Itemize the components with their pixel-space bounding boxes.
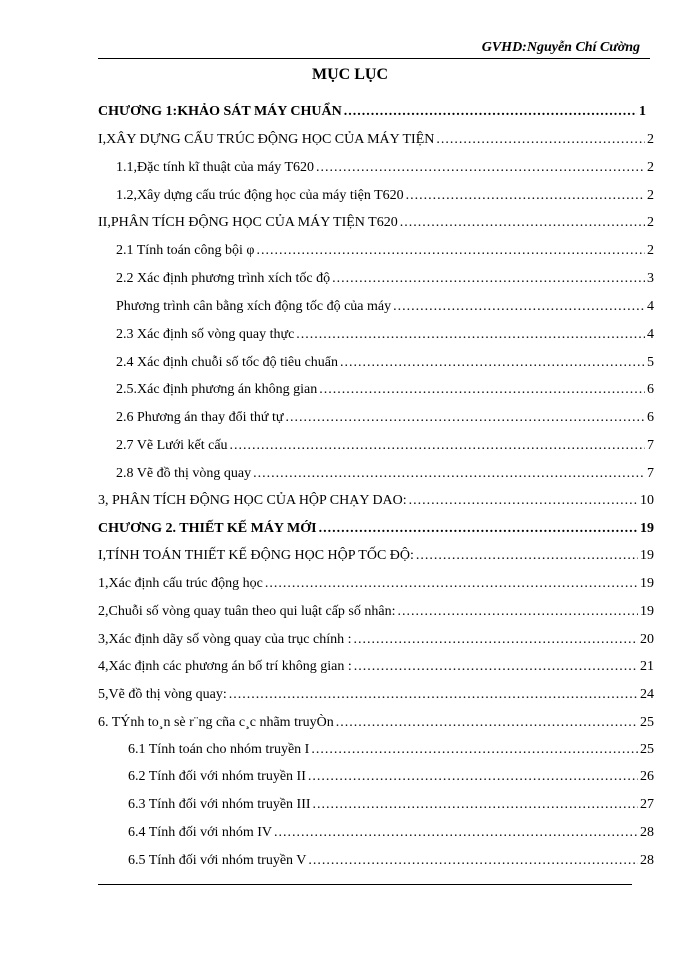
toc-entry-page: 1 <box>639 104 646 119</box>
toc-dot-leader <box>406 187 645 205</box>
toc-entry-page: 2 <box>647 132 654 147</box>
toc-dot-leader <box>265 575 638 593</box>
toc-dot-leader <box>256 242 645 260</box>
toc-entry-page: 2 <box>647 215 654 230</box>
toc-entry-page: 4 <box>647 299 654 314</box>
toc-entry-title: I,TÍNH TOÁN THIẾT KẾ ĐỘNG HỌC HỘP TỐC ĐỘ: <box>98 548 414 563</box>
toc-entry <box>116 437 654 455</box>
toc-entry-title: 3, PHÂN TÍCH ĐỘNG HỌC CỦA HỘP CHẠY DAO: <box>98 493 407 508</box>
toc-entry <box>98 492 654 510</box>
toc-entry <box>128 768 654 786</box>
toc-entry <box>116 298 654 316</box>
toc-entry-page: 5 <box>647 355 654 370</box>
toc-entry <box>98 603 654 621</box>
toc-entry-page: 7 <box>647 438 654 453</box>
toc-entry-page: 28 <box>640 853 654 868</box>
toc-entry-title: 6.2 Tính đối với nhóm truyền II <box>128 769 306 784</box>
toc-entry <box>98 686 654 704</box>
toc-entry-title: 6. TÝnh to¸n sè r¨ng cña c¸c nhãm truyÒn <box>98 715 334 730</box>
toc-entry-page: 3 <box>647 271 654 286</box>
toc-entry-page: 2 <box>647 160 654 175</box>
toc-entry <box>116 409 654 427</box>
toc-entry-title: 2.8 Vẽ đồ thị vòng quay <box>116 466 252 481</box>
toc-entry-page: 19 <box>640 548 654 563</box>
toc-entry-page: 27 <box>640 797 654 812</box>
toc-entry <box>98 214 654 232</box>
toc-entry-page: 28 <box>640 825 654 840</box>
toc-dot-leader <box>229 686 638 704</box>
toc-title: MỤC LỤC <box>312 66 388 83</box>
toc-entry-page: 19 <box>640 576 654 591</box>
toc-entry-page: 24 <box>640 687 654 702</box>
toc-dot-leader <box>340 354 645 372</box>
toc-dot-leader <box>319 520 638 538</box>
toc-entry <box>98 714 654 732</box>
toc-entry-page: 10 <box>640 493 654 508</box>
toc-entry-page: 20 <box>640 632 654 647</box>
toc-entry <box>98 520 654 538</box>
toc-entry-title: 6.1 Tính toán cho nhóm truyền I <box>128 742 310 757</box>
toc-entry-title: 2.2 Xác định phương trình xích tốc độ <box>116 271 331 286</box>
toc-entry-page: 2 <box>647 243 654 258</box>
toc-entry <box>98 131 654 149</box>
toc-dot-leader <box>336 714 638 732</box>
toc-dot-leader <box>393 298 645 316</box>
toc-entry-title: 2.3 Xác định số vòng quay thực <box>116 327 295 342</box>
toc-entry-page: 25 <box>640 715 654 730</box>
toc-dot-leader <box>436 131 645 149</box>
toc-entry-title: I,XÂY DỰNG CẤU TRÚC ĐỘNG HỌC CỦA MÁY TIỆN <box>98 132 435 147</box>
toc-entry <box>98 631 654 649</box>
toc-dot-leader <box>316 159 645 177</box>
toc-entry-title: 2.1 Tính toán công bội φ <box>116 243 255 258</box>
toc-entry <box>128 741 654 759</box>
toc-entry-page: 26 <box>640 769 654 784</box>
toc-dot-leader <box>400 214 645 232</box>
toc-entry-title: Phương trình cân bằng xích động tốc độ của máy <box>116 299 392 314</box>
footer-rule <box>98 884 632 885</box>
toc-entry <box>116 270 654 288</box>
toc-entry-title: 6.5 Tính đối với nhóm truyền V <box>128 853 307 868</box>
toc-entry-title: 1.2,Xây dựng cấu trúc động học của máy tiện T620 <box>116 188 404 203</box>
toc-entry <box>98 575 654 593</box>
toc-entry <box>98 103 646 121</box>
toc-entry-title: 3,Xác định dãy số vòng quay của trục chính : <box>98 632 352 647</box>
toc-entry-title: 2.6 Phương án thay đổi thứ tự <box>116 410 284 425</box>
toc-entry <box>128 824 654 842</box>
toc-dot-leader <box>311 741 638 759</box>
toc-entry-page: 2 <box>647 188 654 203</box>
toc-entry <box>128 852 654 870</box>
toc-entry-title: II,PHÂN TÍCH ĐỘNG HỌC CỦA MÁY TIỆN T620 <box>98 215 398 230</box>
toc-entry <box>116 326 654 344</box>
toc-dot-leader <box>285 409 645 427</box>
toc-dot-leader <box>296 326 645 344</box>
toc-entry-page: 19 <box>640 604 654 619</box>
toc-entry <box>128 796 654 814</box>
toc-dot-leader <box>397 603 638 621</box>
toc-dot-leader <box>308 852 638 870</box>
toc-entry-title: 5,Vẽ đồ thị vòng quay: <box>98 687 227 702</box>
toc-entry-title: 4,Xác định các phương án bố trí không gian : <box>98 659 352 674</box>
toc-entry-page: 21 <box>640 659 654 674</box>
toc-dot-leader <box>313 796 638 814</box>
toc-entry-title: 2.4 Xác định chuỗi số tốc độ tiêu chuẩn <box>116 355 339 370</box>
toc-entry-title: 2.7 Vẽ Lưới kết cấu <box>116 438 228 453</box>
toc-entry <box>116 465 654 483</box>
toc-dot-leader <box>354 658 638 676</box>
toc-dot-leader <box>354 631 639 649</box>
toc-entry <box>116 354 654 372</box>
toc-dot-leader <box>274 824 638 842</box>
toc-entry-title: 1,Xác định cấu trúc động học <box>98 576 263 591</box>
toc-dot-leader <box>409 492 638 510</box>
toc-entry-title: 6.4 Tính đối với nhóm IV <box>128 825 273 840</box>
toc-dot-leader <box>332 270 645 288</box>
toc-entry-title: 2,Chuỗi số vòng quay tuân theo qui luật cấp số nhân: <box>98 604 396 619</box>
toc-entry-title: CHƯƠNG 1:KHẢO SÁT MÁY CHUẨN <box>98 104 342 119</box>
advisor-header: GVHD:Nguyễn Chí Cường <box>481 40 640 55</box>
toc-entry <box>116 381 654 399</box>
toc-dot-leader <box>230 437 645 455</box>
toc-entry-page: 6 <box>647 382 654 397</box>
toc-entry <box>116 242 654 260</box>
toc-dot-leader <box>416 547 638 565</box>
toc-entry-page: 7 <box>647 466 654 481</box>
toc-entry-title: 2.5.Xác định phương án không gian <box>116 382 318 397</box>
toc-entry-page: 4 <box>647 327 654 342</box>
toc-entry-title: 1.1,Đặc tính kĩ thuật của máy T620 <box>116 160 315 175</box>
toc-entry <box>116 187 654 205</box>
toc-entry <box>116 159 654 177</box>
toc-entry <box>98 547 654 565</box>
toc-entry-page: 19 <box>640 521 654 536</box>
toc-entry-page: 6 <box>647 410 654 425</box>
toc-entry-page: 25 <box>640 742 654 757</box>
toc-dot-leader <box>319 381 645 399</box>
toc-entry-title: 6.3 Tính đối với nhóm truyền III <box>128 797 311 812</box>
toc-dot-leader <box>253 465 645 483</box>
toc-entry-title: CHƯƠNG 2. THIẾT KẾ MÁY MỚI <box>98 521 317 536</box>
toc-dot-leader <box>308 768 638 786</box>
toc-dot-leader <box>344 103 637 121</box>
toc-entry <box>98 658 654 676</box>
